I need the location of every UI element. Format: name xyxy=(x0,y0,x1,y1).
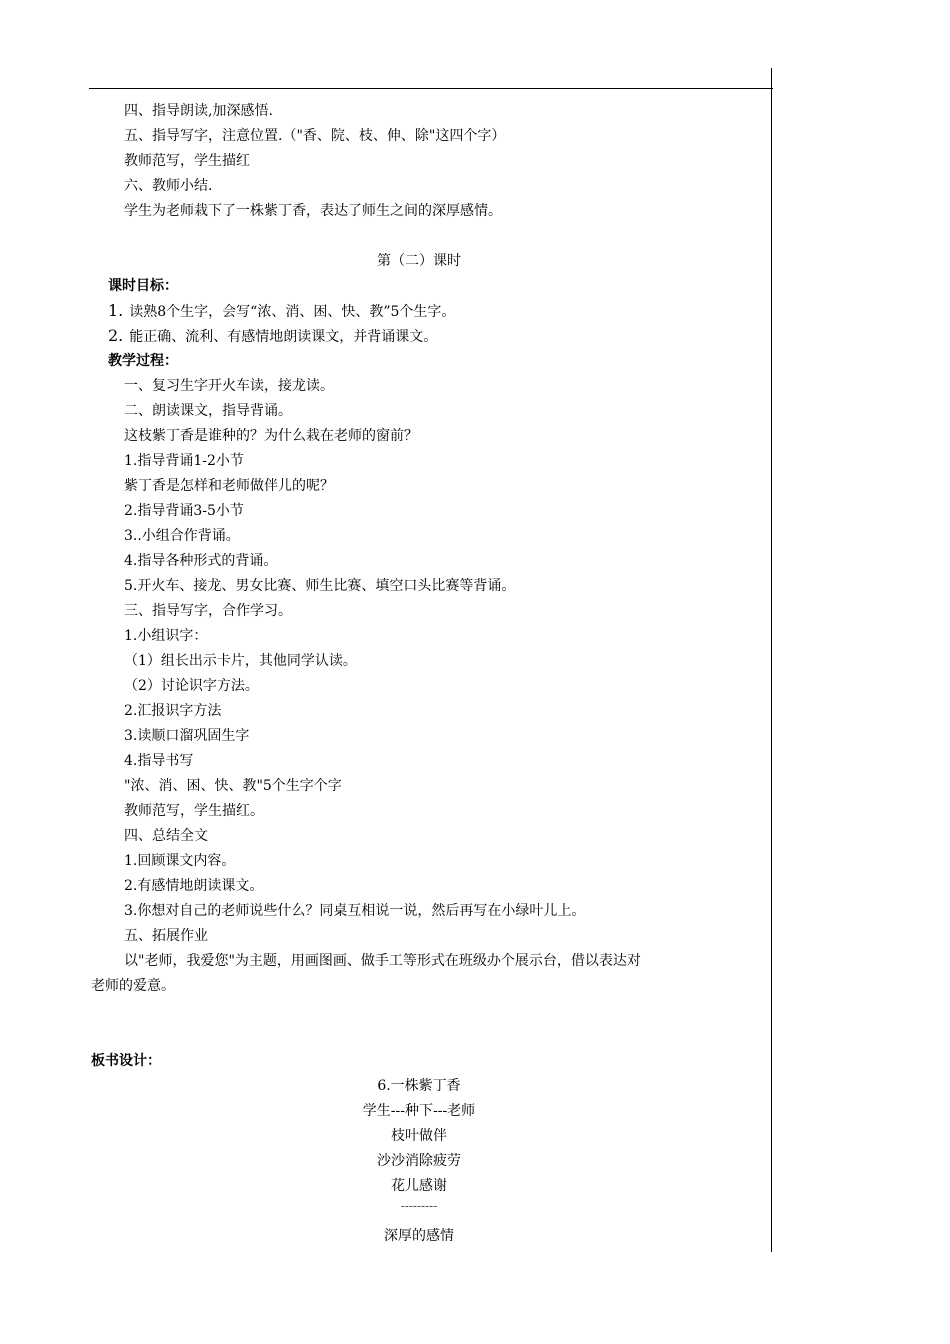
part1-line-2: 五、指导写字，注意位置.（"香、院、枝、伸、除"这四个字） xyxy=(124,128,506,144)
goal-item-1 xyxy=(108,301,455,322)
page-border-vertical xyxy=(771,68,772,1252)
process-line: （1）组长出示卡片，其他同学认读。 xyxy=(124,653,357,669)
process-heading: 教学过程： xyxy=(108,353,178,369)
process-line: 这枝紫丁香是谁种的？为什么栽在老师的窗前？ xyxy=(124,428,418,444)
board-line-1: 学生---种下---老师 xyxy=(362,1103,476,1119)
process-line: "浓、消、困、快、教"5个生字个字 xyxy=(124,778,342,794)
process-line: 教师范写，学生描红。 xyxy=(124,803,264,819)
board-line-3: 沙沙消除疲劳 xyxy=(377,1153,461,1169)
page-border-horizontal xyxy=(89,88,773,89)
process-line: 5.开火车、接龙、男女比赛、师生比赛、填空口头比赛等背诵。 xyxy=(124,578,516,594)
goal-text: 读熟8个生字，会写“浓、消、困、快、教”5个生字。 xyxy=(129,304,456,320)
process-line: 五、拓展作业 xyxy=(124,928,208,944)
board-title: 6.一株紫丁香 xyxy=(377,1078,461,1094)
part1-line-4: 六、教师小结. xyxy=(124,178,213,194)
goal-number: 2. xyxy=(108,326,124,345)
process-line: 1.回顾课文内容。 xyxy=(124,853,236,869)
process-line: 一、复习生字开火车读，接龙读。 xyxy=(124,378,334,394)
process-line: 4.指导各种形式的背诵。 xyxy=(124,553,278,569)
board-line-2: 枝叶做伴 xyxy=(391,1128,447,1144)
board-divider: --------- xyxy=(400,1199,438,1213)
lesson-title: 第（二）课时 xyxy=(377,253,461,269)
process-line: 1.小组识字： xyxy=(124,628,208,644)
process-line: （2）讨论识字方法。 xyxy=(124,678,259,694)
process-line: 3.读顺口溜巩固生字 xyxy=(124,728,250,744)
part1-line-3: 教师范写，学生描红 xyxy=(124,153,250,169)
part1-line-5: 学生为老师栽下了一株紫丁香，表达了师生之间的深厚感情。 xyxy=(124,203,502,219)
process-line: 1.指导背诵1-2小节 xyxy=(124,453,244,469)
part1-line-1: 四、指导朗读,加深感悟. xyxy=(124,103,273,119)
process-line: 3.你想对自己的老师说些什么？同桌互相说一说，然后再写在小绿叶儿上。 xyxy=(124,903,586,919)
extension-line-2: 老师的爱意。 xyxy=(91,978,175,994)
process-line: 2.指导背诵3-5小节 xyxy=(124,503,244,519)
goals-heading: 课时目标： xyxy=(108,278,178,294)
goal-number: 1. xyxy=(108,301,124,320)
process-line: 二、朗读课文，指导背诵。 xyxy=(124,403,292,419)
process-line: 四、总结全文 xyxy=(124,828,208,844)
goal-text: 能正确、流利、有感情地朗读课文，并背诵课文。 xyxy=(129,329,438,345)
goal-item-2 xyxy=(108,326,437,347)
extension-line-1: 以"老师，我爱您"为主题，用画图画、做手工等形式在班级办个展示台，借以表达对 xyxy=(124,953,641,969)
process-line: 3..小组合作背诵。 xyxy=(124,528,240,544)
process-line: 紫丁香是怎样和老师做伴儿的呢？ xyxy=(124,478,334,494)
process-line: 2.汇报识字方法 xyxy=(124,703,222,719)
board-line-5: 深厚的感情 xyxy=(384,1228,454,1244)
board-line-4: 花儿感谢 xyxy=(391,1178,447,1194)
process-line: 2.有感情地朗读课文。 xyxy=(124,878,264,894)
process-line: 三、指导写字，合作学习。 xyxy=(124,603,292,619)
process-line: 4.指导书写 xyxy=(124,753,194,769)
board-heading: 板书设计： xyxy=(91,1053,161,1069)
